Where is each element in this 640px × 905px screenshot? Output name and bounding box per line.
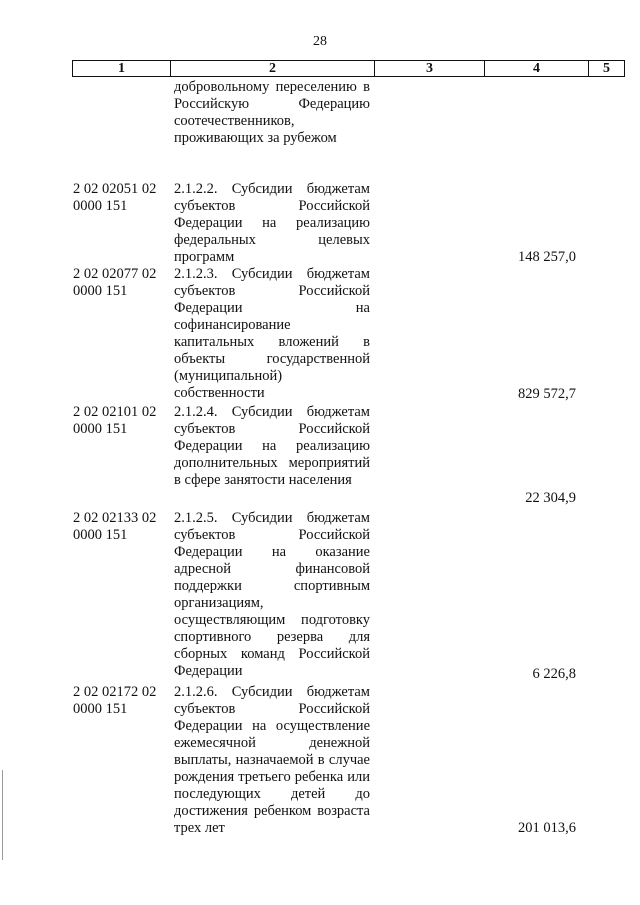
row-description: 2.1.2.6. Субсидии бюджетам субъектов Российской Федерации на осуществление ежемесячной денежной выплаты, назначаемой в случае рождения третьего ребенка или последующих детей до достижения ребенком возраста трех лет [174, 684, 370, 836]
header-col-2: 2 [171, 61, 375, 77]
scan-margin-mark [2, 770, 3, 860]
row-description: добровольному переселению в Российскую Федерацию соотечественников, проживающих за рубежом [174, 79, 370, 146]
row-description: 2.1.2.3. Субсидии бюджетам субъектов Российской Федерации на софинансирование капитальных вложений в объекты государственной (муниципальной) собственности [174, 266, 370, 401]
row-code: 2 02 02172 02 0000 151 [73, 684, 157, 717]
row-value: 6 226,8 [532, 666, 576, 682]
table-header [72, 60, 625, 77]
row-code: 2 02 02077 02 0000 151 [73, 266, 157, 299]
header-col-3: 3 [375, 61, 485, 77]
row-description: 2.1.2.5. Субсидии бюджетам субъектов Российской Федерации на оказание адресной финансовой поддержки спортивным организациям, осуществляющим подготовку спортивного резерва для сборных команд Российской Федерации [174, 510, 370, 679]
header-col-1: 1 [73, 61, 171, 77]
row-value: 201 013,6 [518, 820, 576, 836]
row-value: 829 572,7 [518, 386, 576, 402]
row-value: 22 304,9 [525, 490, 576, 506]
row-code: 2 02 02133 02 0000 151 [73, 510, 157, 543]
row-description: 2.1.2.4. Субсидии бюджетам субъектов Российской Федерации на реализацию дополнительных мероприятий в сфере занятости населения [174, 404, 370, 488]
page-number: 28 [313, 34, 327, 49]
row-code: 2 02 02051 02 0000 151 [73, 181, 157, 214]
row-code: 2 02 02101 02 0000 151 [73, 404, 157, 437]
header-col-5: 5 [589, 61, 625, 77]
row-description: 2.1.2.2. Субсидии бюджетам субъектов Российской Федерации на реализацию федеральных целевых программ [174, 181, 370, 265]
header-col-4: 4 [485, 61, 589, 77]
row-value: 148 257,0 [518, 249, 576, 265]
